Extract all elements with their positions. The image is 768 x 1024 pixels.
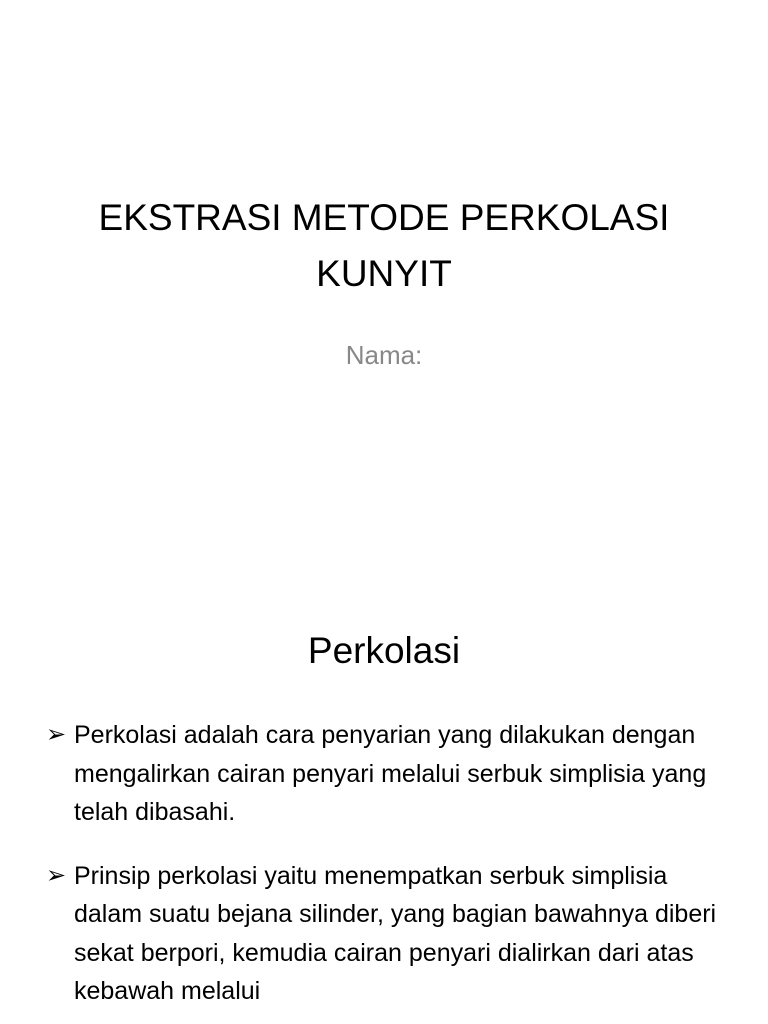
bullet-list — [46, 716, 736, 1024]
bullet-text: Perkolasi adalah cara penyarian yang dilakukan dengan mengalirkan cairan penyari melalui serbuk simplisia yang telah dibasahi. — [74, 721, 707, 826]
presentation-title-line-1: EKSTRASI METODE PERKOLASI — [98, 197, 670, 238]
bullet-item — [46, 857, 736, 1011]
arrow-right-bullet-icon: ➢ — [46, 861, 67, 889]
slide-title: Perkolasi — [307, 630, 461, 671]
arrow-right-bullet-icon: ➢ — [46, 721, 67, 748]
content-slide — [0, 576, 768, 1024]
bullet-item — [46, 716, 736, 832]
presentation-subtitle: Nama: — [345, 340, 423, 370]
presentation-title-line-2: KUNYIT — [316, 253, 452, 294]
presentation-title — [40, 190, 728, 302]
bullet-text: Prinsip perkolasi yaitu menempatkan serbuk simplisia dalam suatu bejana silinder, yang bagian bawahnya diberi sekat berpori, kemudia cairan penyari dialirkan dari atas kebawah melalui — [74, 861, 717, 1005]
